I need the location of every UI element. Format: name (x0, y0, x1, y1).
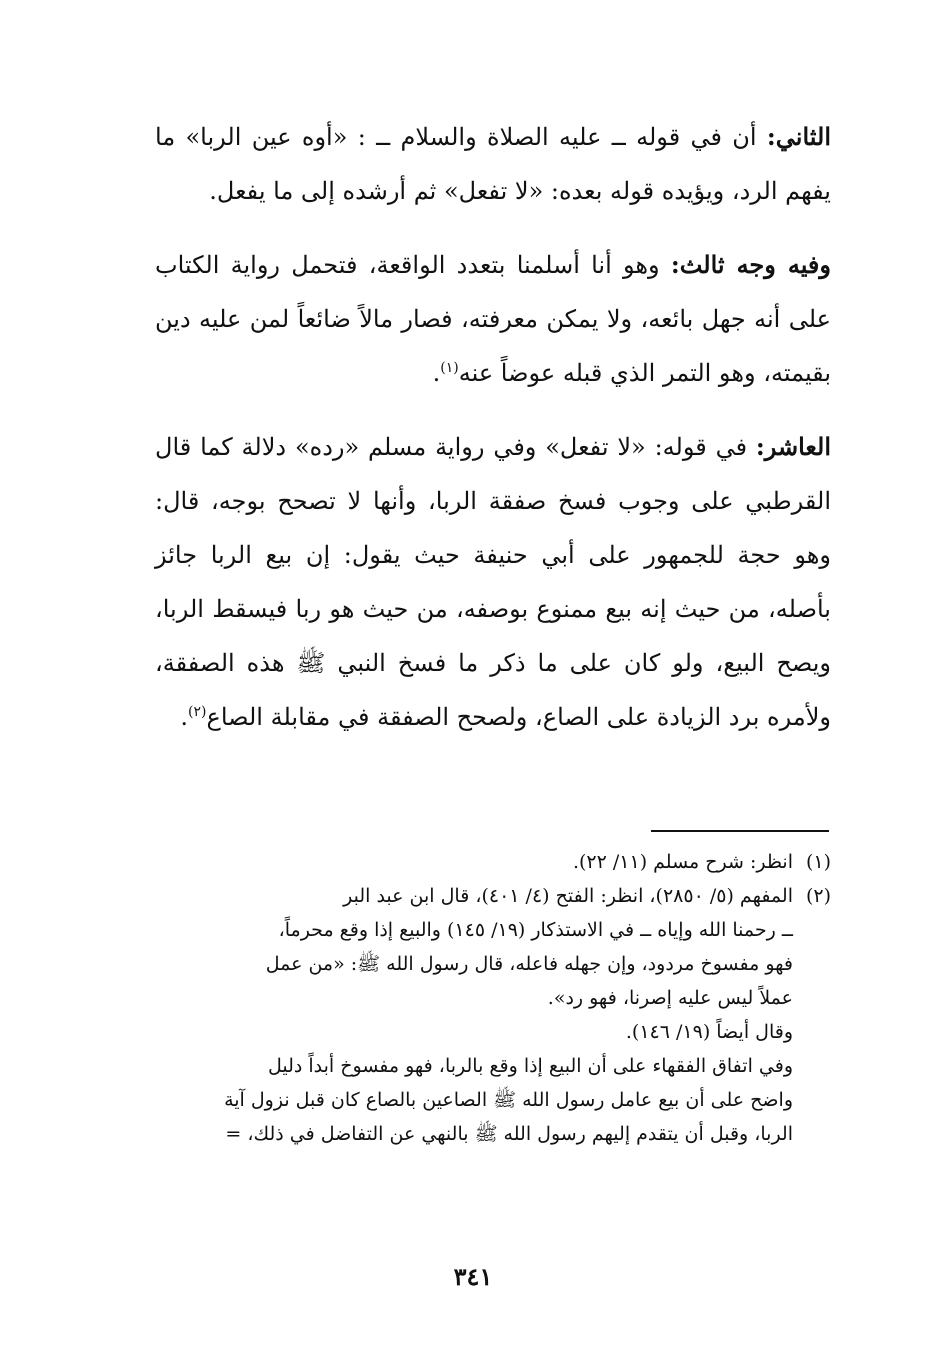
footnote-line: فهو مفسوخ مردود، وإن جهله فاعله، قال رسول الله ﷺ: «من عمل (265, 953, 793, 975)
footnote-line: الربا، وقبل أن يتقدم إليهم رسول الله ﷺ بالنهي عن التفاضل في ذلك، = (225, 1123, 793, 1145)
footnote-reference[interactable]: (٢) (188, 704, 207, 720)
footnote-2 (155, 879, 831, 1151)
paragraph-tail: . (432, 359, 441, 387)
footnote-line: انظر: شرح مسلم (١١/ ٢٢). (572, 851, 793, 873)
paragraph-third-aspect (155, 238, 831, 400)
footnote-body (155, 845, 793, 879)
paragraph-lead: العاشر: (755, 432, 831, 461)
footnote-line: وقال أيضاً (١٩/ ١٤٦). (625, 1021, 793, 1043)
paragraph-text: أن في قوله ــ عليه الصلاة والسلام ــ : «أوه عين الربا» ما يفهم الرد، ويؤيده قوله بعده: «لا تفعل» ثم أرشده إلى ما يفعل. (155, 123, 831, 205)
paragraph-second (155, 110, 831, 218)
footnote-divider (651, 830, 829, 832)
paragraph-lead: الثاني: (766, 122, 831, 151)
footnote-body (155, 879, 793, 1151)
paragraph-tenth (155, 420, 831, 744)
footnotes (155, 845, 831, 1151)
footnote-line: واضح على أن بيع عامل رسول الله ﷺ الصاعين بالصاع كان قبل نزول آية (224, 1089, 793, 1111)
main-text (155, 110, 831, 744)
footnote-1 (155, 845, 831, 879)
footnote-line: وفي اتفاق الفقهاء على أن البيع إذا وقع بالربا، فهو مفسوخ أبداً دليل (267, 1055, 793, 1077)
footnote-number: (٢) (805, 885, 831, 907)
footnote-number: (١) (805, 851, 831, 873)
paragraph-lead: وفيه وجه ثالث: (670, 250, 831, 279)
paragraph-tail: . (180, 703, 189, 731)
footnote-reference[interactable]: (١) (440, 360, 459, 376)
paragraph-text: في قوله: «لا تفعل» وفي رواية مسلم «رده» دلالة كما قال القرطبي على وجوب فسخ صفقة الربا، وأنها لا تصحح بوجه، قال: وهو حجة للجمهور على أبي حنيفة حيث يقول: إن بيع الربا جائز بأصله، من حيث إنه بيع ممنوع بوصفه، من حيث هو ربا فيسقط الربا، ويصح البيع، ولو كان على ما ذكر ما فسخ النبي ﷺ هذه الصفقة، ولأمره برد الزيادة على الصاع، ولصحح الصفقة في مقابلة الصاع (155, 433, 831, 731)
paragraph-text: وهو أنا أسلمنا بتعدد الواقعة، فتحمل رواية الكتاب على أنه جهل بائعه، ولا يمكن معرفته، فصار مالاً ضائعاً لمن عليه دين بقيمته، وهو التمر الذي قبله عوضاً عنه (155, 251, 831, 387)
footnote-line: ــ رحمنا الله وإياه ــ في الاستذكار (١٩/ ١٤٥) والبيع إذا وقع محرماً، (278, 919, 793, 941)
footnote-line: المفهم (٥/ ٢٨٥٠)، انظر: الفتح (٤/ ٤٠١)، قال ابن عبد البر (343, 885, 793, 907)
page-number: ٣٤١ (453, 1262, 493, 1291)
footnote-line: عملاً ليس عليه إصرنا، فهو رد». (547, 987, 793, 1009)
